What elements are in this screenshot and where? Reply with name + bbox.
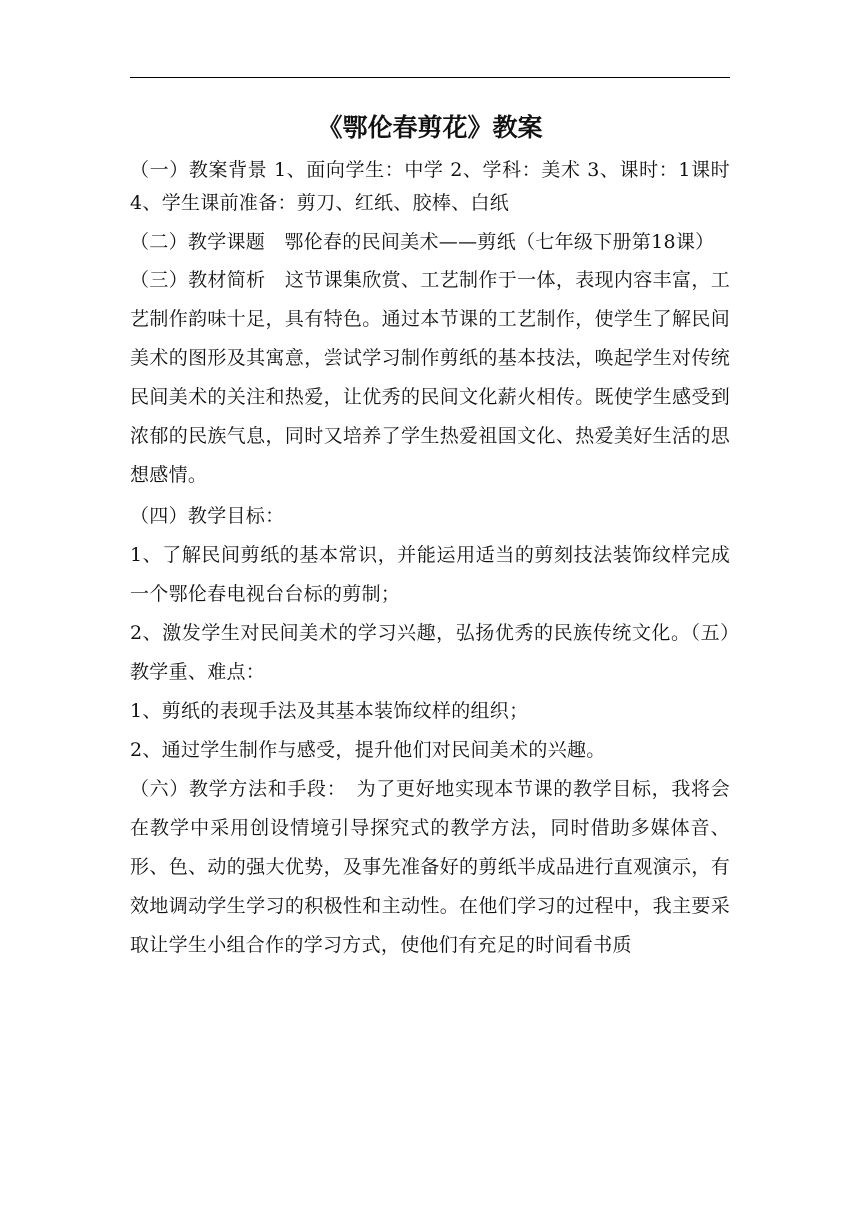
document-title: 《鄂伦春剪花》教案 [317,113,543,142]
paragraph-objective-1: 1、了解民间剪纸的基本常识，并能运用适当的剪刻技法装饰纹样完成一个鄂伦春电视台台标的剪制； [130,544,730,605]
paragraph-topic: （二）教学课题 鄂伦春的民间美术——剪纸（七年级下册第18课） [130,231,715,253]
paragraph-background: （一）教案背景 1、面向学生：中学 2、学科：美术 3、课时：1课时 4、学生课前准备：剪刀、红纸、胶棒、白纸 [130,159,750,214]
paragraph-keypoint-2: 2、通过学生制作与感受，提升他们对民间美术的兴趣。 [130,739,606,761]
paragraph-keypoint-1: 1、剪纸的表现手法及其基本装饰纹样的组织； [130,700,529,722]
paragraph-methods: （六）教学方法和手段： 为了更好地实现本节课的教学目标，我将会在教学中采用创设情境引导探究式的教学方法，同时借助多媒体音、形、色、动的强大优势，及事先准备好的剪纸半成品进行直观演示，有效地调动学生学习的积极性和主动性。在他们学习的过程中，我主要采取让学生小组合作的学习方式，使他们有充足的时间看书质 [130,778,730,956]
paragraph-objective-2: 2、激发学生对民间美术的学习兴趣，弘扬优秀的民族传统文化。（五）教学重、难点： [130,622,730,683]
paragraph-objectives-heading: （四）教学目标： [130,505,285,527]
header-rule [130,77,730,78]
paragraph-analysis: （三）教材简析 这节课集欣赏、工艺制作于一体，表现内容丰富，工艺制作韵味十足，具有特色。通过本节课的工艺制作，使学生了解民间美术的图形及其寓意，尝试学习制作剪纸的基本技法，唤起学生对传统民间美术的关注和热爱，让优秀的民间文化薪火相传。既使学生感受到浓郁的民族气息，同时又培养了学生热爱祖国文化、热爱美好生活的思想感情。 [130,269,730,486]
document-body [130,154,750,965]
